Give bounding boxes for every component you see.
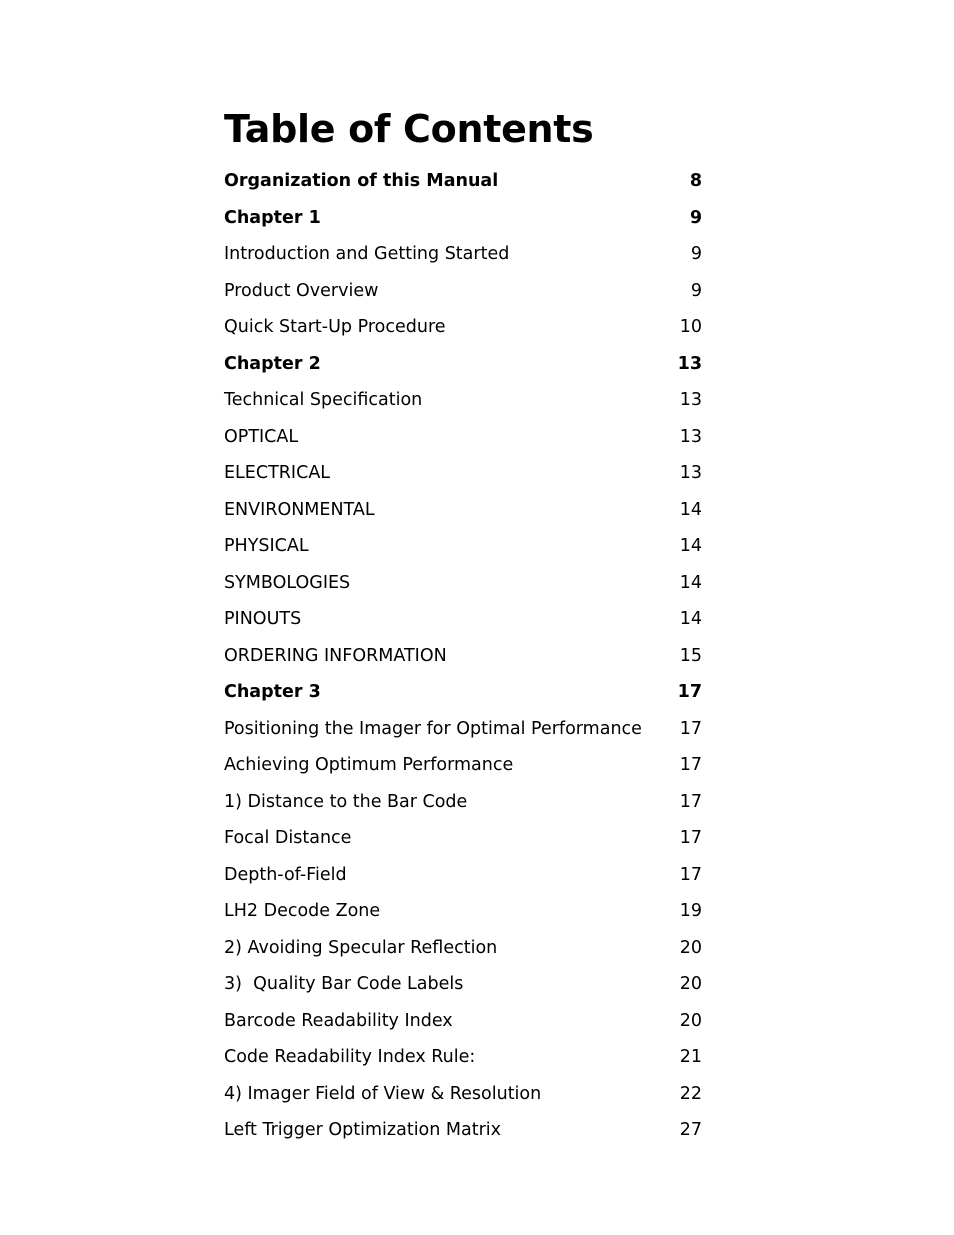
toc-entry-row[interactable] (224, 278, 702, 315)
toc-entry-row[interactable] (224, 643, 702, 680)
toc-entry-label: Chapter 1 (224, 207, 321, 228)
toc-page-number: 17 (679, 755, 702, 775)
toc-entry-row[interactable] (224, 752, 702, 789)
toc-page-number: 13 (679, 390, 702, 410)
toc-page-number: 19 (679, 901, 702, 921)
toc-page-number: 20 (679, 1010, 702, 1031)
toc-entry-label: Code Readability Index Rule: (224, 1047, 476, 1067)
toc-page-number: 14 (679, 499, 702, 520)
toc-entry-label: Depth-of-Field (224, 864, 347, 885)
toc-page-number: 14 (679, 609, 702, 629)
toc-page-number: 9 (690, 244, 702, 264)
toc-page-number: 17 (679, 864, 702, 885)
toc-entry-label: Introduction and Getting Started (224, 244, 510, 264)
toc-page-number: 17 (679, 791, 702, 812)
toc-entry-row[interactable] (224, 387, 702, 424)
toc-page-number: 10 (679, 317, 702, 337)
toc-entry-label: LH2 Decode Zone (224, 901, 381, 921)
toc-entry-label: 4) Imager Field of View & Resolution (224, 1083, 542, 1104)
toc-page-number: 17 (679, 718, 702, 739)
toc-entry-label: Achieving Optimum Performance (224, 755, 514, 775)
toc-page-number: 8 (689, 171, 702, 191)
toc-entry-row[interactable] (224, 1044, 702, 1081)
toc-heading-row[interactable] (224, 205, 702, 242)
toc-list (224, 168, 702, 1154)
toc-entry-label: ELECTRICAL (224, 463, 331, 483)
toc-page-number: 27 (679, 1120, 702, 1140)
toc-entry-label: Positioning the Imager for Optimal Performance (224, 718, 642, 739)
toc-entry-row[interactable] (224, 497, 702, 534)
toc-entry-label: Barcode Readability Index (224, 1010, 453, 1031)
toc-entry-row[interactable] (224, 825, 702, 862)
toc-entry-label: Organization of this Manual (224, 171, 499, 191)
toc-page-number: 17 (677, 682, 702, 702)
toc-page-number: 20 (679, 937, 702, 958)
toc-page-number: 13 (679, 463, 702, 483)
toc-entry-label: 2) Avoiding Specular Reflection (224, 937, 498, 958)
toc-entry-row[interactable] (224, 716, 702, 753)
toc-page-number: 20 (679, 974, 702, 994)
toc-entry-label: Chapter 3 (224, 682, 321, 702)
toc-entry-label: Chapter 2 (224, 353, 321, 374)
toc-entry-label: Quick Start-Up Procedure (224, 317, 446, 337)
toc-heading-row[interactable] (224, 351, 702, 388)
toc-entry-row[interactable] (224, 241, 702, 278)
toc-entry-row[interactable] (224, 606, 702, 643)
page-title: Table of Contents (224, 107, 594, 151)
toc-entry-label: ORDERING INFORMATION (224, 645, 447, 666)
toc-entry-label: SYMBOLOGIES (224, 572, 351, 593)
toc-entry-row[interactable] (224, 898, 702, 935)
toc-entry-row[interactable] (224, 789, 702, 826)
toc-entry-row[interactable] (224, 570, 702, 607)
toc-page-number: 13 (679, 426, 702, 447)
toc-page-number: 14 (679, 572, 702, 593)
toc-entry-label: Product Overview (224, 280, 379, 301)
toc-entry-row[interactable] (224, 862, 702, 899)
toc-entry-row[interactable] (224, 460, 702, 497)
toc-entry-row[interactable] (224, 971, 702, 1008)
toc-page-number: 17 (679, 828, 702, 848)
toc-page-number: 15 (679, 645, 702, 666)
toc-entry-label: Left Trigger Optimization Matrix (224, 1120, 502, 1140)
toc-entry-label: PINOUTS (224, 609, 302, 629)
toc-page-number: 22 (679, 1083, 702, 1104)
toc-entry-label: ENVIRONMENTAL (224, 499, 375, 520)
toc-entry-row[interactable] (224, 424, 702, 461)
toc-page-number: 21 (679, 1047, 702, 1067)
toc-entry-label: 1) Distance to the Bar Code (224, 791, 468, 812)
toc-entry-label: Focal Distance (224, 828, 352, 848)
toc-entry-row[interactable] (224, 1081, 702, 1118)
toc-page-number: 9 (690, 280, 702, 301)
toc-entry-label: PHYSICAL (224, 536, 309, 556)
toc-entry-row[interactable] (224, 533, 702, 570)
toc-entry-row[interactable] (224, 935, 702, 972)
toc-entry-label: OPTICAL (224, 426, 299, 447)
toc-page-number: 13 (677, 353, 702, 374)
toc-page (224, 104, 702, 1154)
toc-entry-label: 3) Quality Bar Code Labels (224, 974, 464, 994)
toc-entry-row[interactable] (224, 1117, 702, 1154)
toc-heading-row[interactable] (224, 679, 702, 716)
toc-page-number: 9 (689, 207, 702, 228)
toc-entry-row[interactable] (224, 314, 702, 351)
toc-page-number: 14 (679, 536, 702, 556)
toc-heading-row[interactable] (224, 168, 702, 205)
toc-entry-row[interactable] (224, 1008, 702, 1045)
toc-entry-label: Technical Specification (224, 390, 423, 410)
